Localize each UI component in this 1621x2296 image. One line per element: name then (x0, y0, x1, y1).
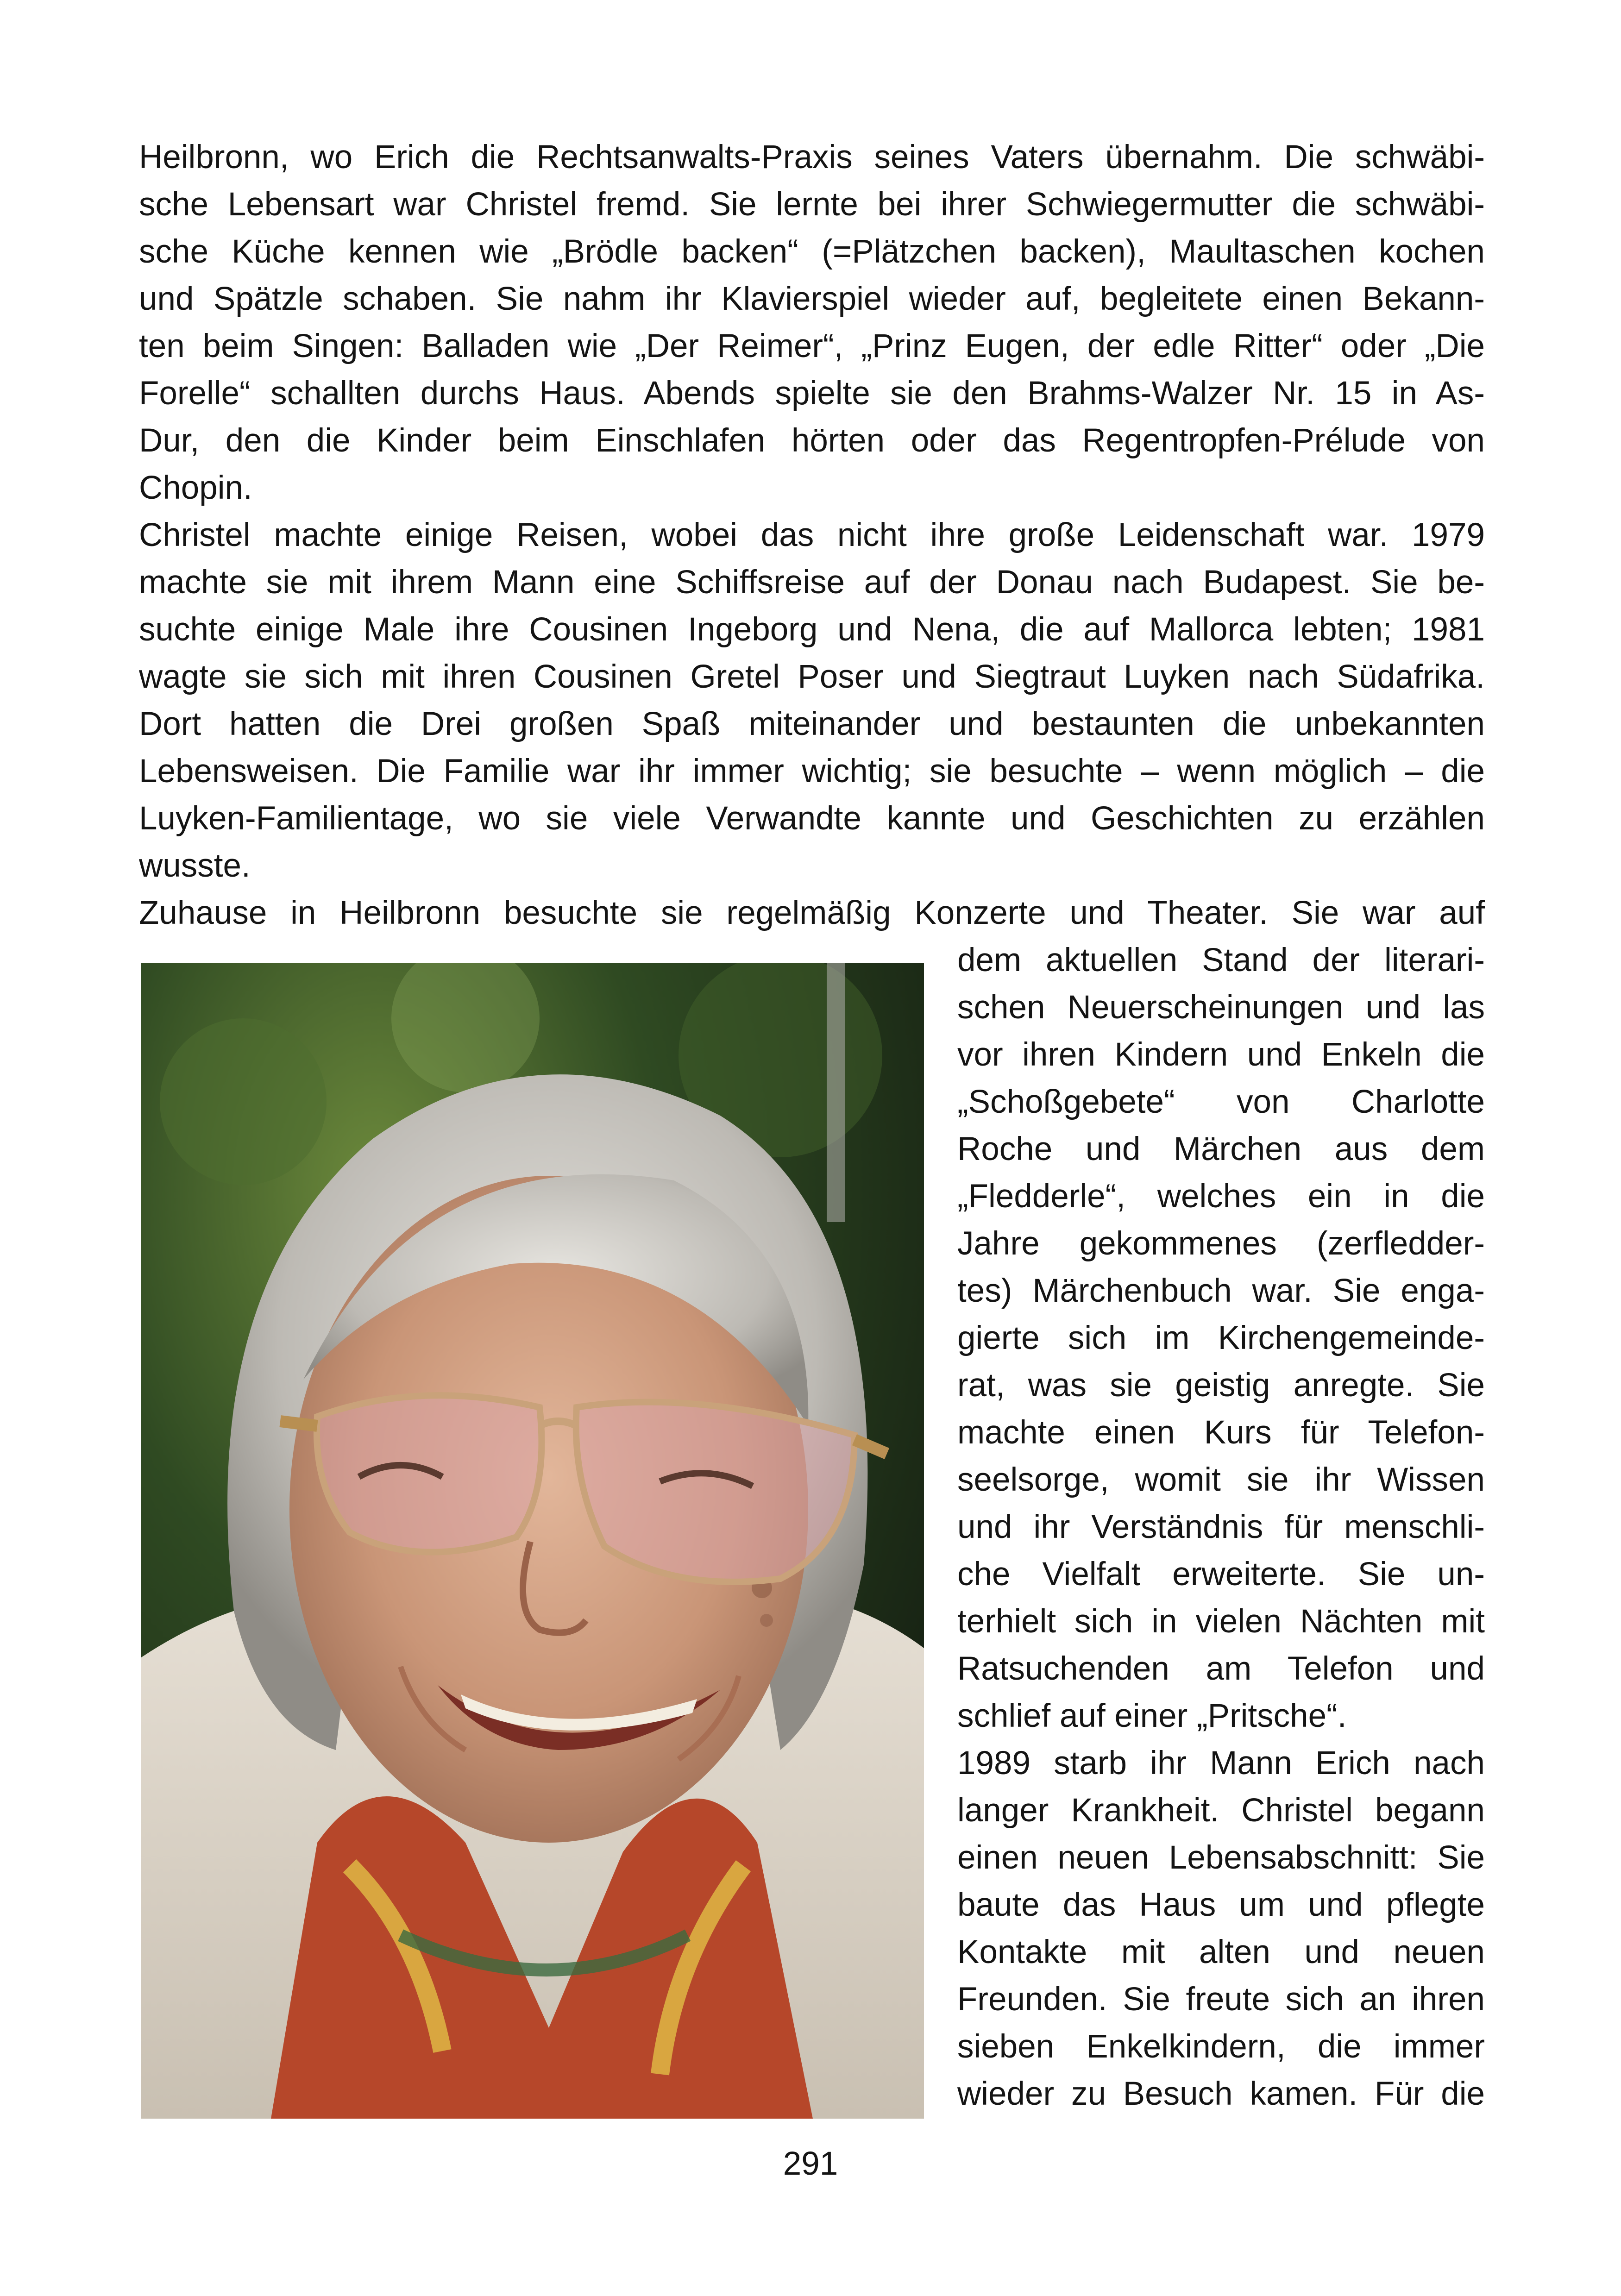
portrait-photo (141, 963, 924, 2119)
text-line: gierte sich im Kirchengemeinde- (957, 1320, 1485, 1356)
text-line: sche Küche kennen wie „Brödle backen“ (=Plätzchen backen), Maultaschen kochen (139, 233, 1485, 270)
text-line: Ratsuchenden am Telefon und (957, 1650, 1485, 1687)
text-line: Jahre gekommenes (zerfledder- (957, 1225, 1485, 1262)
text-line: „Fledderle“, welches ein in die (957, 1178, 1485, 1215)
text-line: terhielt sich in vielen Nächten mit (957, 1603, 1485, 1640)
text-line: rat, was sie geistig anregte. Sie (957, 1367, 1485, 1404)
text-line: dem aktuellen Stand der literari- (957, 942, 1485, 979)
text-line: baute das Haus um und pflegte (957, 1887, 1485, 1923)
text-line: „Schoßgebete“ von Charlotte (957, 1084, 1485, 1120)
text-line: Zuhause in Heilbronn besuchte sie regelmäßig Konzerte und Theater. Sie war auf (139, 895, 1485, 931)
text-line: Heilbronn, wo Erich die Rechtsanwalts-Praxis seines Vaters übernahm. Die schwäbi- (139, 139, 1485, 176)
text-line: machte sie mit ihrem Mann eine Schiffsreise auf der Donau nach Budapest. Sie be- (139, 564, 1485, 601)
text-line: Freunden. Sie freute sich an ihren (957, 1981, 1485, 2018)
text-line: wagte sie sich mit ihren Cousinen Gretel Poser und Siegtraut Luyken nach Südafrika. (139, 659, 1485, 695)
text-line: Dur, den die Kinder beim Einschlafen hörten oder das Regentropfen-Prélude von (139, 422, 1485, 459)
text-line: einen neuen Lebensabschnitt: Sie (957, 1839, 1485, 1876)
text-line: sieben Enkelkindern, die immer (957, 2028, 1485, 2065)
text-line: Roche und Märchen aus dem (957, 1131, 1485, 1167)
text-line: tes) Märchenbuch war. Sie enga- (957, 1273, 1485, 1309)
text-line: ten beim Singen: Balladen wie „Der Reimer“, „Prinz Eugen, der edle Ritter“ oder „Die (139, 328, 1485, 364)
text-line: Christel machte einige Reisen, wobei das nicht ihre große Leidenschaft war. 1979 (139, 517, 1485, 553)
text-line: Chopin. (139, 470, 252, 506)
text-line: Forelle“ schallten durchs Haus. Abends spielte sie den Brahms-Walzer Nr. 15 in As- (139, 375, 1485, 412)
text-line: Luyken-Familientage, wo sie viele Verwandte kannte und Geschichten zu erzählen (139, 800, 1485, 837)
text-line: schen Neuerscheinungen und las (957, 989, 1485, 1026)
page-number: 291 (783, 2145, 838, 2182)
text-line: und ihr Verständnis für menschli- (957, 1509, 1485, 1545)
text-line: seelsorge, womit sie ihr Wissen (957, 1462, 1485, 1498)
text-line: Lebensweisen. Die Familie war ihr immer wichtig; sie besuchte – wenn möglich – die (139, 753, 1485, 790)
text-line: wusste. (139, 847, 251, 884)
text-line: Dort hatten die Drei großen Spaß miteinander und bestaunten die unbekannten (139, 706, 1485, 742)
text-line: langer Krankheit. Christel begann (957, 1792, 1485, 1829)
text-line: 1989 starb ihr Mann Erich nach (957, 1745, 1485, 1782)
text-line: und Spätzle schaben. Sie nahm ihr Klavierspiel wieder auf, begleitete einen Bekann- (139, 281, 1485, 317)
text-line: suchte einige Male ihre Cousinen Ingeborg und Nena, die auf Mallorca lebten; 1981 (139, 611, 1485, 648)
text-line: machte einen Kurs für Telefon- (957, 1414, 1485, 1451)
text-line: schlief auf einer „Pritsche“. (957, 1698, 1347, 1734)
text-line: sche Lebensart war Christel fremd. Sie lernte bei ihrer Schwiegermutter die schwäbi- (139, 186, 1485, 223)
text-line: Kontakte mit alten und neuen (957, 1934, 1485, 1970)
text-line: che Vielfalt erweiterte. Sie un- (957, 1556, 1485, 1593)
text-line: vor ihren Kindern und Enkeln die (957, 1036, 1485, 1073)
text-line: wieder zu Besuch kamen. Für die (957, 2076, 1485, 2112)
